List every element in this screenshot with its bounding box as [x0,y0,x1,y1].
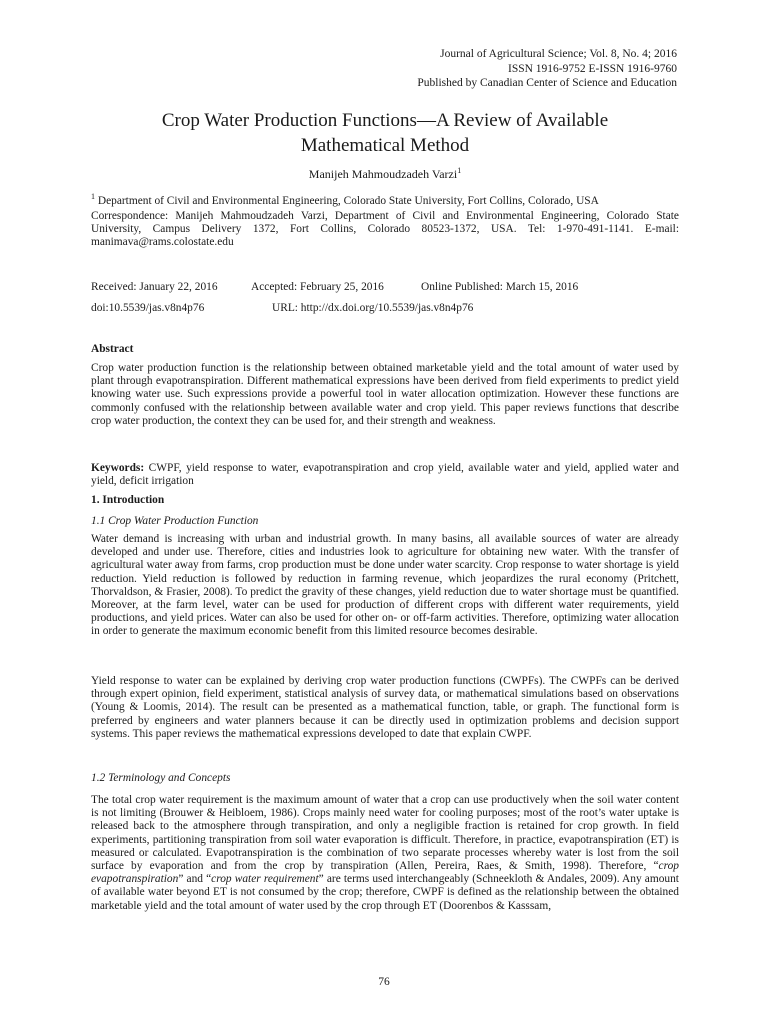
paper-title [91,108,679,158]
subsection-heading-1-2: 1.2 Terminology and Concepts [91,772,231,784]
online-date: Online Published: March 15, 2016 [421,281,579,293]
paragraph-2: Yield response to water can be explained by deriving crop water production functions (CWPFs). The CWPFs can be derived through expert opinion, field experiment, statistical analysis of survey data, or mathematical simulations based on observations (Young & Loomis, 2014). The result can be presented as a mathematical function, table, or graph. The functional form is preferred by engineers and water planners because it can be directly used in optimization problems and decision support systems. This paper reviews the mathematical expressions developed to date that explain CWPF. [91,675,679,740]
correspondence: Correspondence: Manijeh Mahmoudzadeh Varzi, Department of Civil and Environmental Engineering, Colorado State University, Campus Delivery 1372, Fort Collins, Colorado 80523-1372, USA. Tel: 1-970-491-1141. E-mail: manimava@rams.colostate.edu [91,210,679,249]
abstract-text: Crop water production function is the relationship between obtained marketable yield and the total amount of water used by plant through evapotranspiration. Different mathematical expressions have been derived from field experiments to predict yield knowing water use. Such expressions provide a powerful tool in water allocation optimization. However these functions are commonly confused with the relationship between available water and crop yield. This paper reviews functions that describe crop water production, the context they can be used for, and their strength and weakness. [91,362,679,427]
journal-issn: ISSN 1916-9752 E-ISSN 1916-9760 [508,62,677,75]
paragraph-3-part-a: The total crop water requirement is the maximum amount of water that a crop can use productively when the soil water content is not limiting (Brouwer & Heibloem, 1986). Crops mainly need water for cooling purposes; most of the root’s water uptake is released back to the atmosphere through transpiration, and only a negligible fraction is retained for crop growth. In field experiments, partitioning transpiration from soil water evaporation is difficult. Therefore, in practice, evapotranspiration (ET) is measured or calculated. Evapotranspiration is the combination of two separate processes whereby water is lost from the soil surface by evaporation and from the crop by transpiration (Allen, Pereira, Raes, & Smith, 1998). Therefore, “ [91,794,679,873]
paragraph-3-part-c: ” are terms used interchangeably (Schneekloth & Andales, 2009). Any amount of available water beyond ET is not consumed by the crop; therefore, CWPF is defined as the relationship between the obtained marketable yield and the total amount of water used by the crop through ET (Doorenbos & Kasssam, [91,873,679,912]
keywords [91,462,679,488]
affiliation-text: Department of Civil and Environmental Engineering, Colorado State University, Fort Collins, Colorado, USA [95,194,599,207]
doi-line [91,302,679,315]
subsection-heading-1-1: 1.1 Crop Water Production Function [91,515,259,527]
author [91,166,679,182]
dates [91,281,679,294]
paragraph-1: Water demand is increasing with urban and industrial growth. In many basins, all available sources of water are already developed and under use. Therefore, cities and industries look to agriculture for obtaining new water. With the transfer of agricultural water away from farms, crop production must be done under water scarcity. Crop response to water shortage is yield reduction. Yield reduction is followed by reduction in farming revenue, which jeopardizes the rural economy (Pritchett, Thorvaldson, & Frasier, 2008). To predict the gravity of these changes, yield reduction due to water shortage must be quantified. Moreover, at the farm level, water can be used for production of different crops with different water requirements, yield productions, and yield prices. Water can also be used for other on- or off-farm activities. Therefore, optimizing water allocation in order to generate the maximum economic benefit from this limited resource becomes desirable. [91,533,679,638]
paragraph-3-part-b: ” and “ [178,873,212,886]
section-heading-introduction: 1. Introduction [91,494,165,506]
accepted-date: Accepted: February 25, 2016 [251,281,384,293]
author-sup: 1 [457,166,462,175]
title-line-2: Mathematical Method [300,135,470,156]
affiliation [91,190,679,208]
paragraph-3-emph-1: crop evapotranspiration [91,860,679,886]
journal-name: Journal of Agricultural Science; Vol. 8, No. 4; 2016 [440,48,677,60]
abstract-heading: Abstract [91,343,134,355]
paragraph-3-emph-2: crop water requirement [211,873,319,886]
journal-header [417,47,677,91]
doi-url[interactable]: URL: http://dx.doi.org/10.5539/jas.v8n4p76 [272,302,474,314]
received-date: Received: January 22, 2016 [91,281,218,293]
doi: doi:10.5539/jas.v8n4p76 [91,302,205,314]
paragraph-3 [91,794,679,913]
author-name: Manijeh Mahmoudzadeh Varzi [308,167,458,181]
affiliation-sup: 1 [91,192,95,201]
title-line-1: Crop Water Production Functions—A Review of Available [161,110,609,131]
journal-publisher: Published by Canadian Center of Science and Education [417,77,677,89]
keywords-label: Keywords: [91,462,145,474]
keywords-text: CWPF, yield response to water, evapotranspiration and crop yield, available water and yield, applied water and yield, deficit irrigation [91,462,679,488]
page-number: 76 [378,976,390,988]
